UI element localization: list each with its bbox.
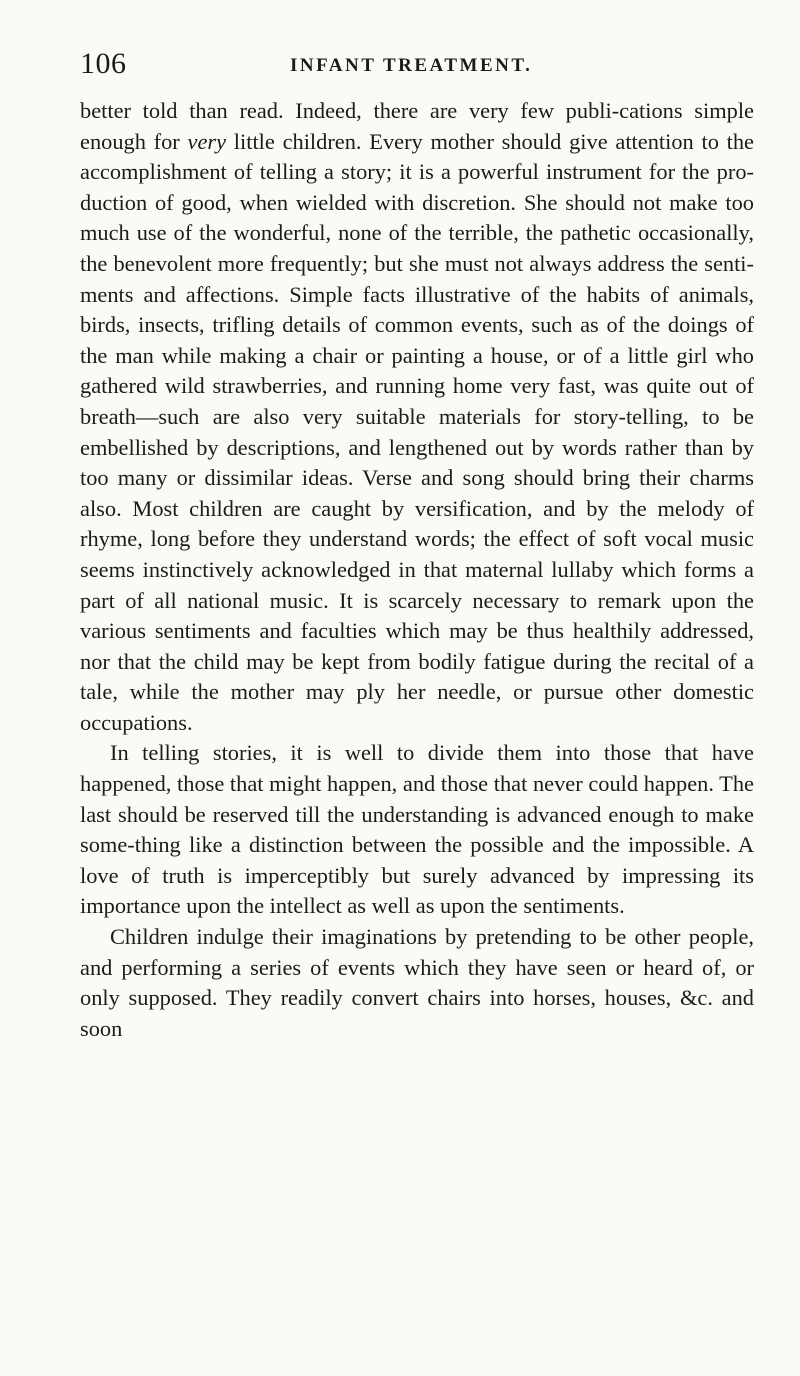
paragraph-imagination: Children indulge their imaginations by pretending to be other people, and performing a series of events which they have seen or heard of, or only supposed. They readily convert chairs into horses, houses, &c. and soon bbox=[80, 924, 754, 1041]
paragraph-kinds-of-stories: In telling stories, it is well to divide them into those that have happened, those that might happen, and those that never could happen. The last should be reserved till the understanding is advanced enough to make some-thing like a distinction between the possible and the impossible. A love of truth is imperceptibly but surely advanced by impressing its importance upon the intellect as well as upon the sentiments. bbox=[80, 740, 754, 919]
paragraph-story-telling bbox=[80, 96, 754, 738]
page-number: 106 bbox=[80, 47, 127, 80]
running-head: INFANT TREATMENT. bbox=[290, 55, 533, 76]
emphasis-word: very bbox=[187, 128, 227, 154]
page-header bbox=[80, 46, 754, 86]
paragraph-text: better told than read. Indeed, there are very few publi-cations simple enough for bbox=[80, 98, 754, 154]
body-text bbox=[80, 96, 754, 1044]
paragraph-text: little children. Every mother should give attention to the accomplishment of telling a story; it is a powerful instrument for the pro-duction of good, when wielded with discretion. She should not make too much use of the wonderful, none of the terrible, the pathetic occasionally, the benevolent more frequently; but she must not always address the senti-ments and affections. Simple facts illustrative of the habits of animals, birds, insects, trifling details of common events, such as of the doings of the man while making a chair or painting a house, or of a little girl who gathered wild strawberries, and running home very fast, was quite out of breath—such are also very suitable materials for story-telling, to be embellished by descriptions, and lengthened out by words rather than by too many or dissimilar ideas. Verse and song should bring their charms also. Most children are caught by versification, and by the melody of rhyme, long before they understand words; the effect of soft vocal music seems instinctively acknowledged in that maternal lullaby which forms a part of all national music. It is scarcely necessary to remark upon the various sentiments and faculties which may be thus healthily addressed, nor that the child may be kept from bodily fatigue during the recital of a tale, while the mother may ply her needle, or pursue other domestic occupations. bbox=[80, 128, 754, 735]
